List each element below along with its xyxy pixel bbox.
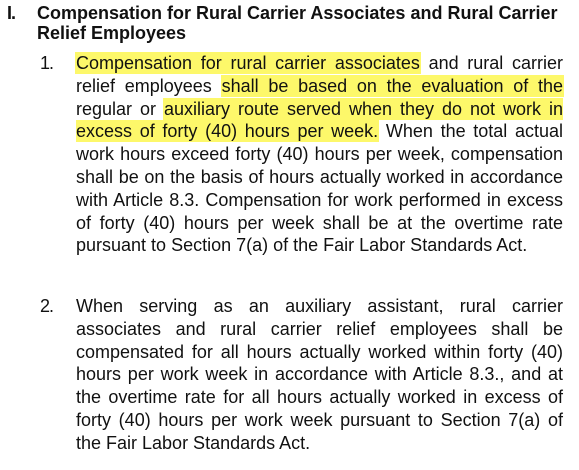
body-text: regular or (76, 98, 164, 119)
highlighted-text: Compensation for rural carrier associates (76, 53, 420, 73)
body-text: When the total actual work hours exceed forty (40) hours per week, compensation shall be on the basis of hours actually worked in accordance with Article 8.3. Compensation for work performed in excess of forty (40) hours per week shall be at the overtime rate pursuant to Section 7(a) of the Fair Labor Standards Act. (76, 121, 563, 256)
item-body-2: When serving as an auxiliary assistant, rural carrier associates and rural carrier relief employees shall be compensated for all hours actually worked within forty (40) hours per work week in accordance with Article 8.3., and at the overtime rate for all hours actually worked in excess of forty (40) hours per work week pursuant to Section 7(a) of the Fair Labor Standards Act. (76, 296, 563, 453)
item-number-2: 2. (40, 296, 54, 316)
highlighted-text: shall be based on the evaluation of the (221, 75, 563, 96)
item-body-1 (76, 52, 563, 257)
section-letter: I. (7, 3, 16, 23)
item-number-1: 1. (40, 53, 54, 73)
body-text: and rural carrier relief employees (76, 53, 563, 96)
highlighted-text: auxiliary route served when they do not work in excess of forty (40) hours per week. (76, 98, 563, 142)
section-heading: Compensation for Rural Carrier Associates and Rural Carrier Relief Employees (37, 3, 558, 43)
